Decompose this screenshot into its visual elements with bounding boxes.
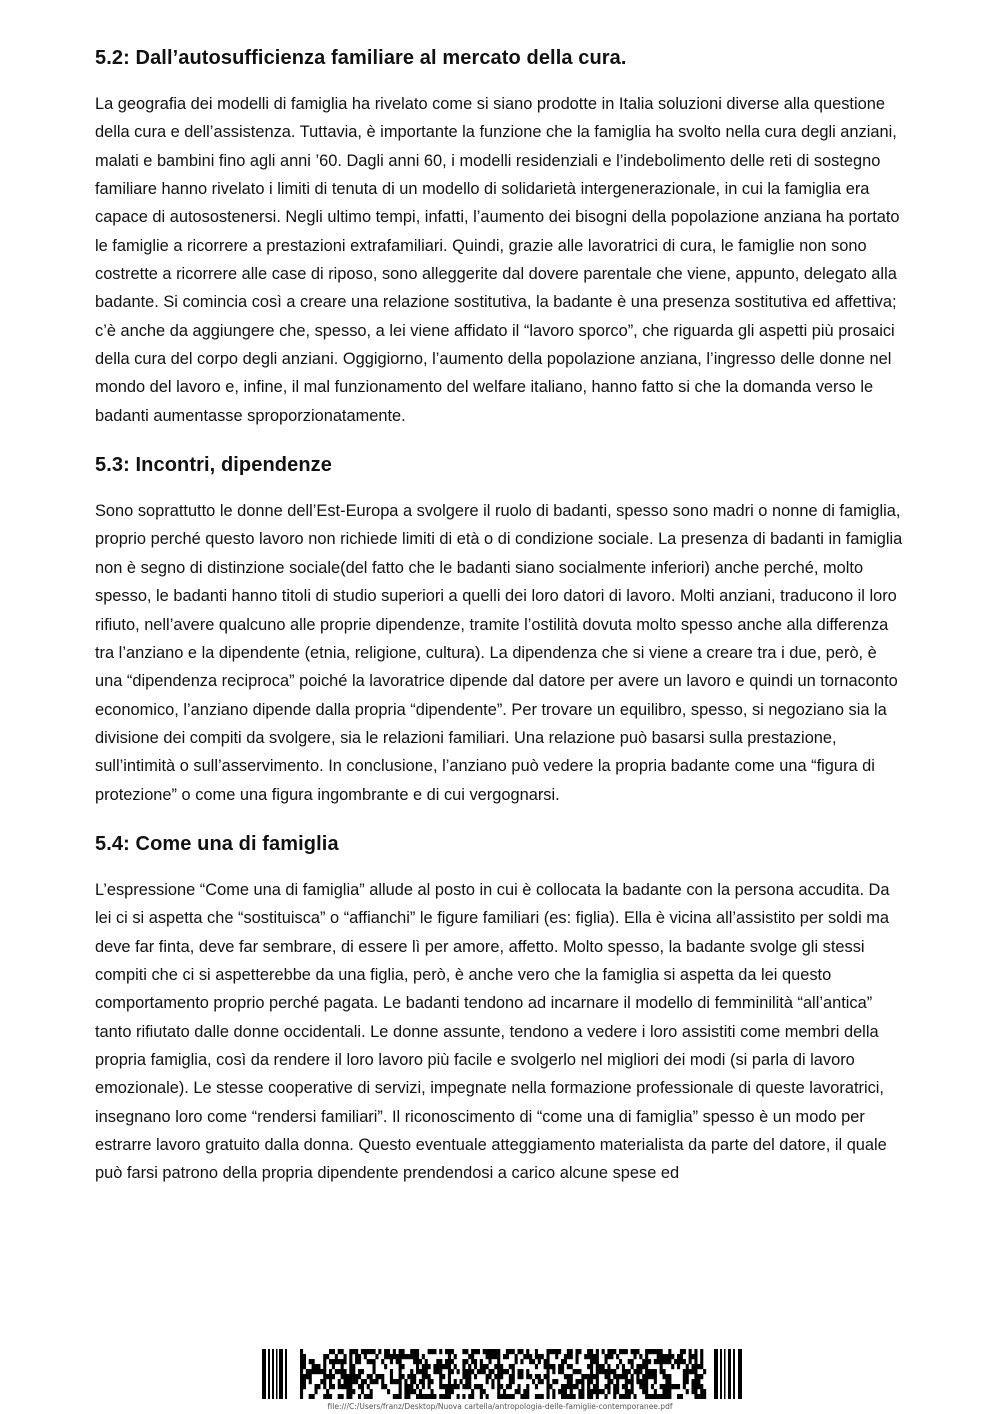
document-page — [95, 30, 907, 1188]
footer-file-path: file:///C:/Users/franz/Desktop/Nuova cartella/antropologia-delle-famiglie-contemporanee.pdf — [327, 1402, 673, 1411]
section-heading-5-4: 5.4: Come una di famiglia — [95, 832, 339, 855]
section-heading-5-2: 5.2: Dall’autosufficienza familiare al mercato della cura. — [95, 47, 627, 69]
section-body-5-2: La geografia dei modelli di famiglia ha rivelato come si siano prodotte in Italia soluzioni diverse alla questione della cura e dell’assistenza. Tuttavia, è importante la funzione che la famiglia ha svolto nella cura degli anziani, malati e bambini fino agli anni ’60. Dagli anni 60, i modelli residenziali e l’indebolimento delle reti di sostegno familiare hanno rivelato i limiti di tenuta di un modello di solidarietà intergenerazionale, in cui la famiglia era capace di autosostenersi. Negli ultimo tempi, infatti, l’aumento dei bisogni della popolazione anziana ha portato le famiglie a ricorrere a prestazioni extrafamiliari. Quindi, grazie alle lavoratrici di cura, le famiglie non sono costrette a ricorrere alle case di riposo, sono alleggerite dal dovere parentale che viene, appunto, delegato alla badante. Si comincia così a creare una relazione sostitutiva, la badante è una presenza sostitutiva ed affettiva; c’è anche da aggiungere che, spesso, a lei viene affidato il “lavoro sporco”, che riguarda gli aspetti più prosaici della cura del corpo degli anziani. Oggigiorno, l’aumento della popolazione anziana, l’ingresso delle donne nel mondo del lavoro e, infine, il mal funzionamento del welfare italiano, hanno fatto si che la domanda verso le badanti aumentasse sproporzionatamente. — [95, 95, 900, 425]
section-body-5-3: Sono soprattutto le donne dell’Est-Europa a svolgere il ruolo di badanti, spesso sono madri o nonne di famiglia, proprio perché questo lavoro non richiede limiti di età o di condizione sociale. La presenza di badanti in famiglia non è segno di distinzione sociale(del fatto che le badanti siano socialmente inferiori) anche perché, molto spesso, le badanti hanno titoli di studio superiori a quelli dei loro datori di lavoro. Molti anziani, traducono il loro rifiuto, nell’avere qualcuno alle proprie dipendenze, tramite l’ostilità dovuta molto spesso anche alla differenza tra l’anziano e la dipendente (etnia, religione, cultura). La dipendenza che si viene a creare tra i due, però, è una “dipendenza reciproca” poiché la lavoratrice dipende dal datore per avere un lavoro e quindi un tornaconto economico, l’anziano dipende dalla propria “dipendente”. Per trovare un equilibro, spesso, si negoziano sia la divisione dei compiti da svolgere, sia le relazioni familiari. Una relazione può basarsi sulla prestazione, sull’intimità o sull’asservimento. In conclusione, l’anziano può vedere la propria badante come una “figura di protezione” o come una figura ingombrante e di cui vergognarsi. — [95, 502, 903, 804]
barcode-image — [262, 1349, 742, 1399]
section-heading-5-3: 5.3: Incontri, dipendenze — [95, 454, 332, 477]
section-body-5-4: L’espressione “Come una di famiglia” allude al posto in cui è collocata la badante con la persona accudita. Da lei ci si aspetta che “sostituisca” o “affianchi” le figure familiari (es: figlia). Ella è vicina all’assistito per soldi ma deve far finta, deve far sembrare, di essere lì per amore, affetto. Molto spesso, la badante svolge gli stessi compiti che ci si aspetterebbe da una figlia, però, è anche vero che la famiglia si aspetta da lei questo comportamento proprio perché pagata. Le badanti tendono ad incarnare il modello di femminilità “all’antica” tanto rifiutato dalle donne occidentali. Le donne assunte, tendono a vedere i loro assistiti come membri della propria famiglia, così da rendere il loro lavoro più facile e svolgerlo nel migliori dei modi (si parla di lavoro emozionale). Le stesse cooperative di servizi, impegnate nella formazione professionale di queste lavoratrici, insegnano loro come “rendersi familiari”. Il riconoscimento di “come una di famiglia” spesso è un modo per estrarre lavoro gratuito dalla donna. Questo eventuale atteggiamento materialista da parte del datore, il quale può farsi patrono della propria dipendente prendendosi a carico alcune spese ed — [95, 880, 890, 1183]
